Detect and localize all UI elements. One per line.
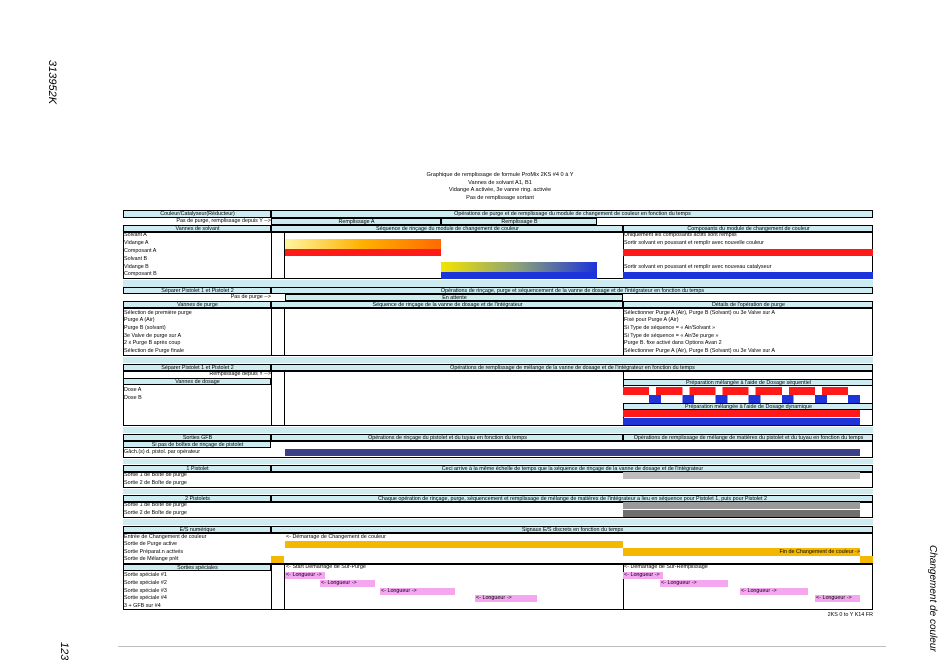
page-number: 123 [58, 642, 70, 660]
s8-divider-2 [623, 564, 624, 610]
s7-right-header: Signaux E/S discrets en fonction du temps [271, 526, 873, 533]
s2-note: Sélectionner Purge A (Air), Purge B (Solvant) ou 3e Valve sur A [624, 310, 775, 316]
length-bar: <- Longueur -> [660, 580, 728, 587]
purge-box-2a-bar [623, 502, 860, 509]
length-bar: <- Longueur -> [380, 588, 455, 595]
s8-left-header: Sorties spéciales [123, 564, 271, 571]
purge-box-2b-bar [623, 510, 860, 517]
trigger-bar [285, 449, 860, 456]
s2-row-label: Purge B (solvant) [124, 325, 166, 331]
s2-note: Purge B. fixe activé dans Options Avan 2 [624, 340, 722, 346]
vidange-a-bar [285, 239, 441, 249]
s4-mid-header: Opérations de rinçage du pistolet et du tuyau en fonction du temps [271, 434, 623, 441]
s2-row-label: Sélection de première purge [124, 310, 192, 316]
s2-detail-label: Détails de l'opération de purge [623, 301, 873, 308]
s2-note: Si Type de séquence = « Air/Solvant » [624, 325, 716, 331]
s1-row-label: Vidange A [124, 240, 149, 246]
mix-ready-bar-right [860, 556, 873, 563]
s6-right-header: Chaque opération de rinçage, purge, séquencement et remplissage de mélange de matières de l'intégrateur a lieu en séquence pour Pistolet 1, puis pour Pistolet 2 [271, 495, 873, 502]
s1-note: Sortir solvant en poussant et remplir avec nouvelle couleur [624, 240, 764, 246]
s2-valves-label: Vannes de purge [123, 301, 271, 308]
s3-left-header: Séparer Pistolet 1 et Pistolet 2 [123, 364, 271, 371]
s1-row-label: Vidange B [124, 264, 149, 270]
dyn-dose-a-bar [623, 410, 860, 417]
separator [123, 280, 873, 287]
s1-divider [271, 232, 285, 279]
s5-right-header: Ceci arrive à la même échelle de temps que la séquence de rinçage de la vanne de dosage et de l'intégrateur [271, 465, 873, 472]
s1-fill-b: Remplissage B [441, 218, 597, 225]
length-bar: <- Longueur -> [623, 572, 663, 579]
purge-active-bar [285, 541, 623, 548]
s2-row-label: 3e Valve de purge sur A [124, 333, 182, 339]
s1-left-header: Couleur/Catalyseur(Réducteur) [123, 210, 271, 218]
composant-b-fill-bar [623, 272, 873, 279]
chart-title [380, 172, 620, 202]
s4-right-header: Opérations de remplissage de mélange de matières du pistolet et du tuyau en fonction du temps [623, 434, 873, 441]
s1-row-label: Solvant B [124, 256, 148, 262]
s7-row-label: Entrée de Changement de couleur [124, 534, 207, 540]
s1-subheader: Pas de purge, remplissage depuis Y --> [176, 218, 271, 224]
s3-subheader: Remplissage depuis Y --> [209, 371, 271, 377]
s7-row-label: Sortie Préparat.n activés [124, 549, 184, 555]
s2-note: Si Type de séquence = « Air/3e purge » [624, 333, 719, 339]
s7-left-header: E/S numérique [123, 526, 271, 533]
s7-end-label: Fin de Changement de couleur -> [779, 549, 860, 555]
s7-start-label: <- Démarrage de Changement de couleur [286, 534, 386, 540]
s4-sub-left: Si pas de boîtes de rinçage de pistolet [123, 441, 271, 448]
s8-row-label: Sortie spéciale #2 [124, 580, 167, 586]
footer-code: 2KS 0 to Y K14 FR [827, 612, 873, 618]
s6-row-label: Sortie 2 de Boîte de purge [124, 510, 187, 516]
s2-divider [271, 308, 285, 356]
s6-left-header: 2 Pistolets [123, 495, 271, 502]
s1-seq-label: Séquence de rinçage du module de changement de couleur [271, 225, 623, 232]
s8-mid-header: <- Start Démarrage de Sur-Purge [286, 564, 366, 570]
s4-row-label: Gâch.(s) d. pistol. par opérateur [124, 449, 201, 455]
mix-ready-bar-left [271, 556, 284, 563]
s1-comp-label: Composants du module de changement de couleur [623, 225, 873, 232]
s2-note: Sélectionner Purge A (Air), Purge B (Solvant) ou 3e Valve sur A [624, 348, 775, 354]
s3-right-header: Opérations de remplissage de mélange de la vanne de dosage et de l'intégrateur en fonction du temps [271, 364, 873, 371]
s1-right-header: Opérations de purge et de remplissage du module de changement de couleur en fonction du temps [271, 210, 873, 218]
s1-row-label: Solvant A [124, 232, 147, 238]
s1-valves-label: Vannes de solvant [123, 225, 271, 232]
dosing-pattern [623, 387, 860, 403]
s5-row-label: Sortie 1 de Boîte de purge [124, 472, 187, 478]
separator [123, 489, 873, 494]
separator [123, 427, 873, 433]
s2-row-label: 2 x Purge B après coup [124, 340, 181, 346]
s7-row-label: Sortie de Purge active [124, 541, 178, 547]
purge-box-1-bar [623, 472, 860, 479]
length-bar: <- Longueur -> [285, 572, 325, 579]
s3-seq-label: Préparation mélangée à l'aide de Dosage séquentiel [623, 379, 873, 386]
s1-row-label: Composant A [124, 248, 157, 254]
dyn-dose-b-bar [623, 418, 860, 425]
s2-subheader: Pas de purge --> [230, 294, 271, 300]
s1-row-label: Composant B [124, 271, 157, 277]
s5-left-header: 1 Pistolet [123, 465, 271, 472]
s3-valves-label: Vannes de dosage [123, 378, 271, 385]
title-line-1: Graphique de remplissage de formule ProMix 2KS #4 0 à Y [426, 172, 574, 178]
length-bar: <- Longueur -> [740, 588, 808, 595]
s2-waiting: En attente [285, 294, 623, 301]
s7-row-label: Sortie de Mélange prêt [124, 556, 179, 562]
s1-note: Uniquement les composants actifs sont remplis [624, 232, 737, 238]
s4-left-header: Sorties GFB [123, 434, 271, 441]
title-line-3: Vidange A activée, 3e vanne ring. activée [448, 187, 552, 194]
s2-row-label: Sélection de Purge finale [124, 348, 184, 354]
bottom-rule [118, 646, 886, 647]
s2-note: Fixé pour Purge A (Air) [624, 317, 679, 323]
separator [123, 519, 873, 525]
separator [123, 459, 873, 464]
section-title: Changement de couleur [927, 545, 938, 652]
length-bar: <- Longueur -> [320, 580, 375, 587]
s5-row-label: Sortie 2 de Boîte de purge [124, 480, 187, 486]
s2-row-label: Purge A (Air) [124, 317, 155, 323]
s8-divider [271, 564, 285, 610]
s8-row-label: Sortie spéciale #1 [124, 572, 167, 578]
s1-fill-a: Remplissage A [271, 218, 441, 225]
composant-a-bar [285, 249, 441, 256]
separator [123, 357, 873, 363]
doc-code: 313952K [46, 60, 58, 105]
composant-a-fill-bar [623, 249, 873, 256]
s3-row-label: Dose A [124, 387, 142, 393]
s8-row-label: 3 + GFB sur #4 [124, 603, 161, 609]
s1-note: Sortir solvant en poussant et remplir avec nouveau catalyseur [624, 264, 772, 270]
s8-row-label: Sortie spéciale #4 [124, 595, 167, 601]
s2-right-header: Opérations de rinçage, purge et séquencement de la vanne de dosage et de l'intégrateur en fonction du temps [271, 287, 873, 294]
vidange-b-bar [441, 262, 597, 272]
s3-divider [271, 371, 285, 426]
composant-b-bar [441, 272, 597, 279]
length-bar: <- Longueur -> [475, 595, 537, 602]
s2-seq-label: Séquence de rinçage de la vanne de dosage et de l'intégrateur [271, 301, 623, 308]
s3-dyn-label: Préparation mélangée à l'aide de Dosage dynamique [623, 403, 873, 410]
s2-left-header: Séparer Pistolet 1 et Pistolet 2 [123, 287, 271, 294]
s6-row-label: Sortie 1 de Boîte de purge [124, 502, 187, 508]
s8-right-header: <- Démarrage de Sur-Remplissage [624, 564, 708, 570]
title-line-4: Pas de remplissage sortant [466, 194, 534, 201]
length-bar: <- Longueur -> [815, 595, 860, 602]
s8-row-label: Sortie spéciale #3 [124, 588, 167, 594]
s3-row-label: Dose B [124, 395, 142, 401]
title-line-2: Vannes de solvant A1, B1 [468, 179, 532, 186]
